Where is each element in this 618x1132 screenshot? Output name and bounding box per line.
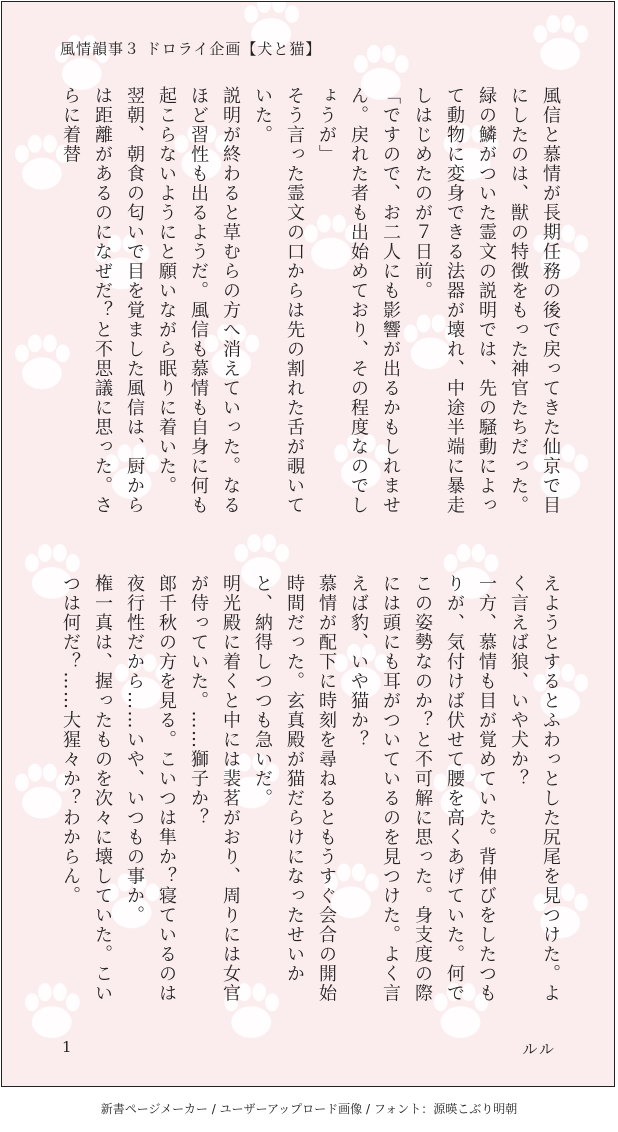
paragraph: 慕情が配下に時刻を尋ねるともうすぐ会合の開始時間だった。玄真殿が猫だらけになったせいかと、納得しつつも急いだ。 (252, 574, 337, 1003)
paragraph: 風信と慕情が長期任務の後で戻ってきた仙京で目にしたのは、獣の特徴をもった神官たちだった。 (508, 86, 561, 515)
paragraph: 翌朝、朝食の匂いで目を覚ました風信は、厨からは距離があるのになぜだ？と不思議に思った。さらに着替 (60, 86, 145, 515)
paragraph: 明光殿に着くと中には裴茗がおり、周りには女官が侍っていた。……獅子か？ 郎千秋の方を見る。こいつは隼か？寝ているのは夜行性だから……いや、いつもの事か。 権一真は、握ったものを次々に壊していた。こいつは何だ？……大猩々か？わからん。 (60, 574, 241, 1003)
book-page (1, 1, 615, 1087)
paragraph: そう言った霊文の口からは先の割れた舌が覗いていた。 説明が終わると草むらの方へ消えていった。なるほど習性も出るようだ。風信も慕情も自身に何も起こらないようにと願いながら眠りに着いた。 (156, 86, 305, 515)
footer-credit: 新書ページメーカー / ユーザーアップロード画像 / フォント：源暎こぶり明朝 (100, 1102, 518, 1116)
paragraph: 一方、慕情も目が覚めていた。背伸びをしたつもりが、気付けば伏せて腰を高くあげていた。何でこの姿勢なのか？と不可解に思った。身支度の際には頭にも耳がついているのを見つけた。よく言えば豹、いや猫か？ (348, 574, 497, 1003)
page-number: 1 (62, 1038, 72, 1056)
upper-text-block (44, 86, 566, 526)
paragraph: 「ですので、お二人にも影響が出るかもしれません。戻れた者も出始めており、その程度なのでしょうが」 (316, 86, 401, 515)
author-name: ルル (522, 1040, 556, 1058)
page-header-title: 風情韻事３ ドロライ企画【犬と猫】 (60, 40, 322, 58)
lower-text-block (44, 574, 566, 1014)
paragraph: えようとするとふわっとした尻尾を見つけた。よく言えば狼、いや犬か？ (508, 574, 561, 1003)
paragraph: 緑の鱗がついた霊文の説明では、先の騒動によって動物に変身できる法器が壊れ、中途半端に暴走しはじめたのが７日前。 (412, 86, 497, 515)
